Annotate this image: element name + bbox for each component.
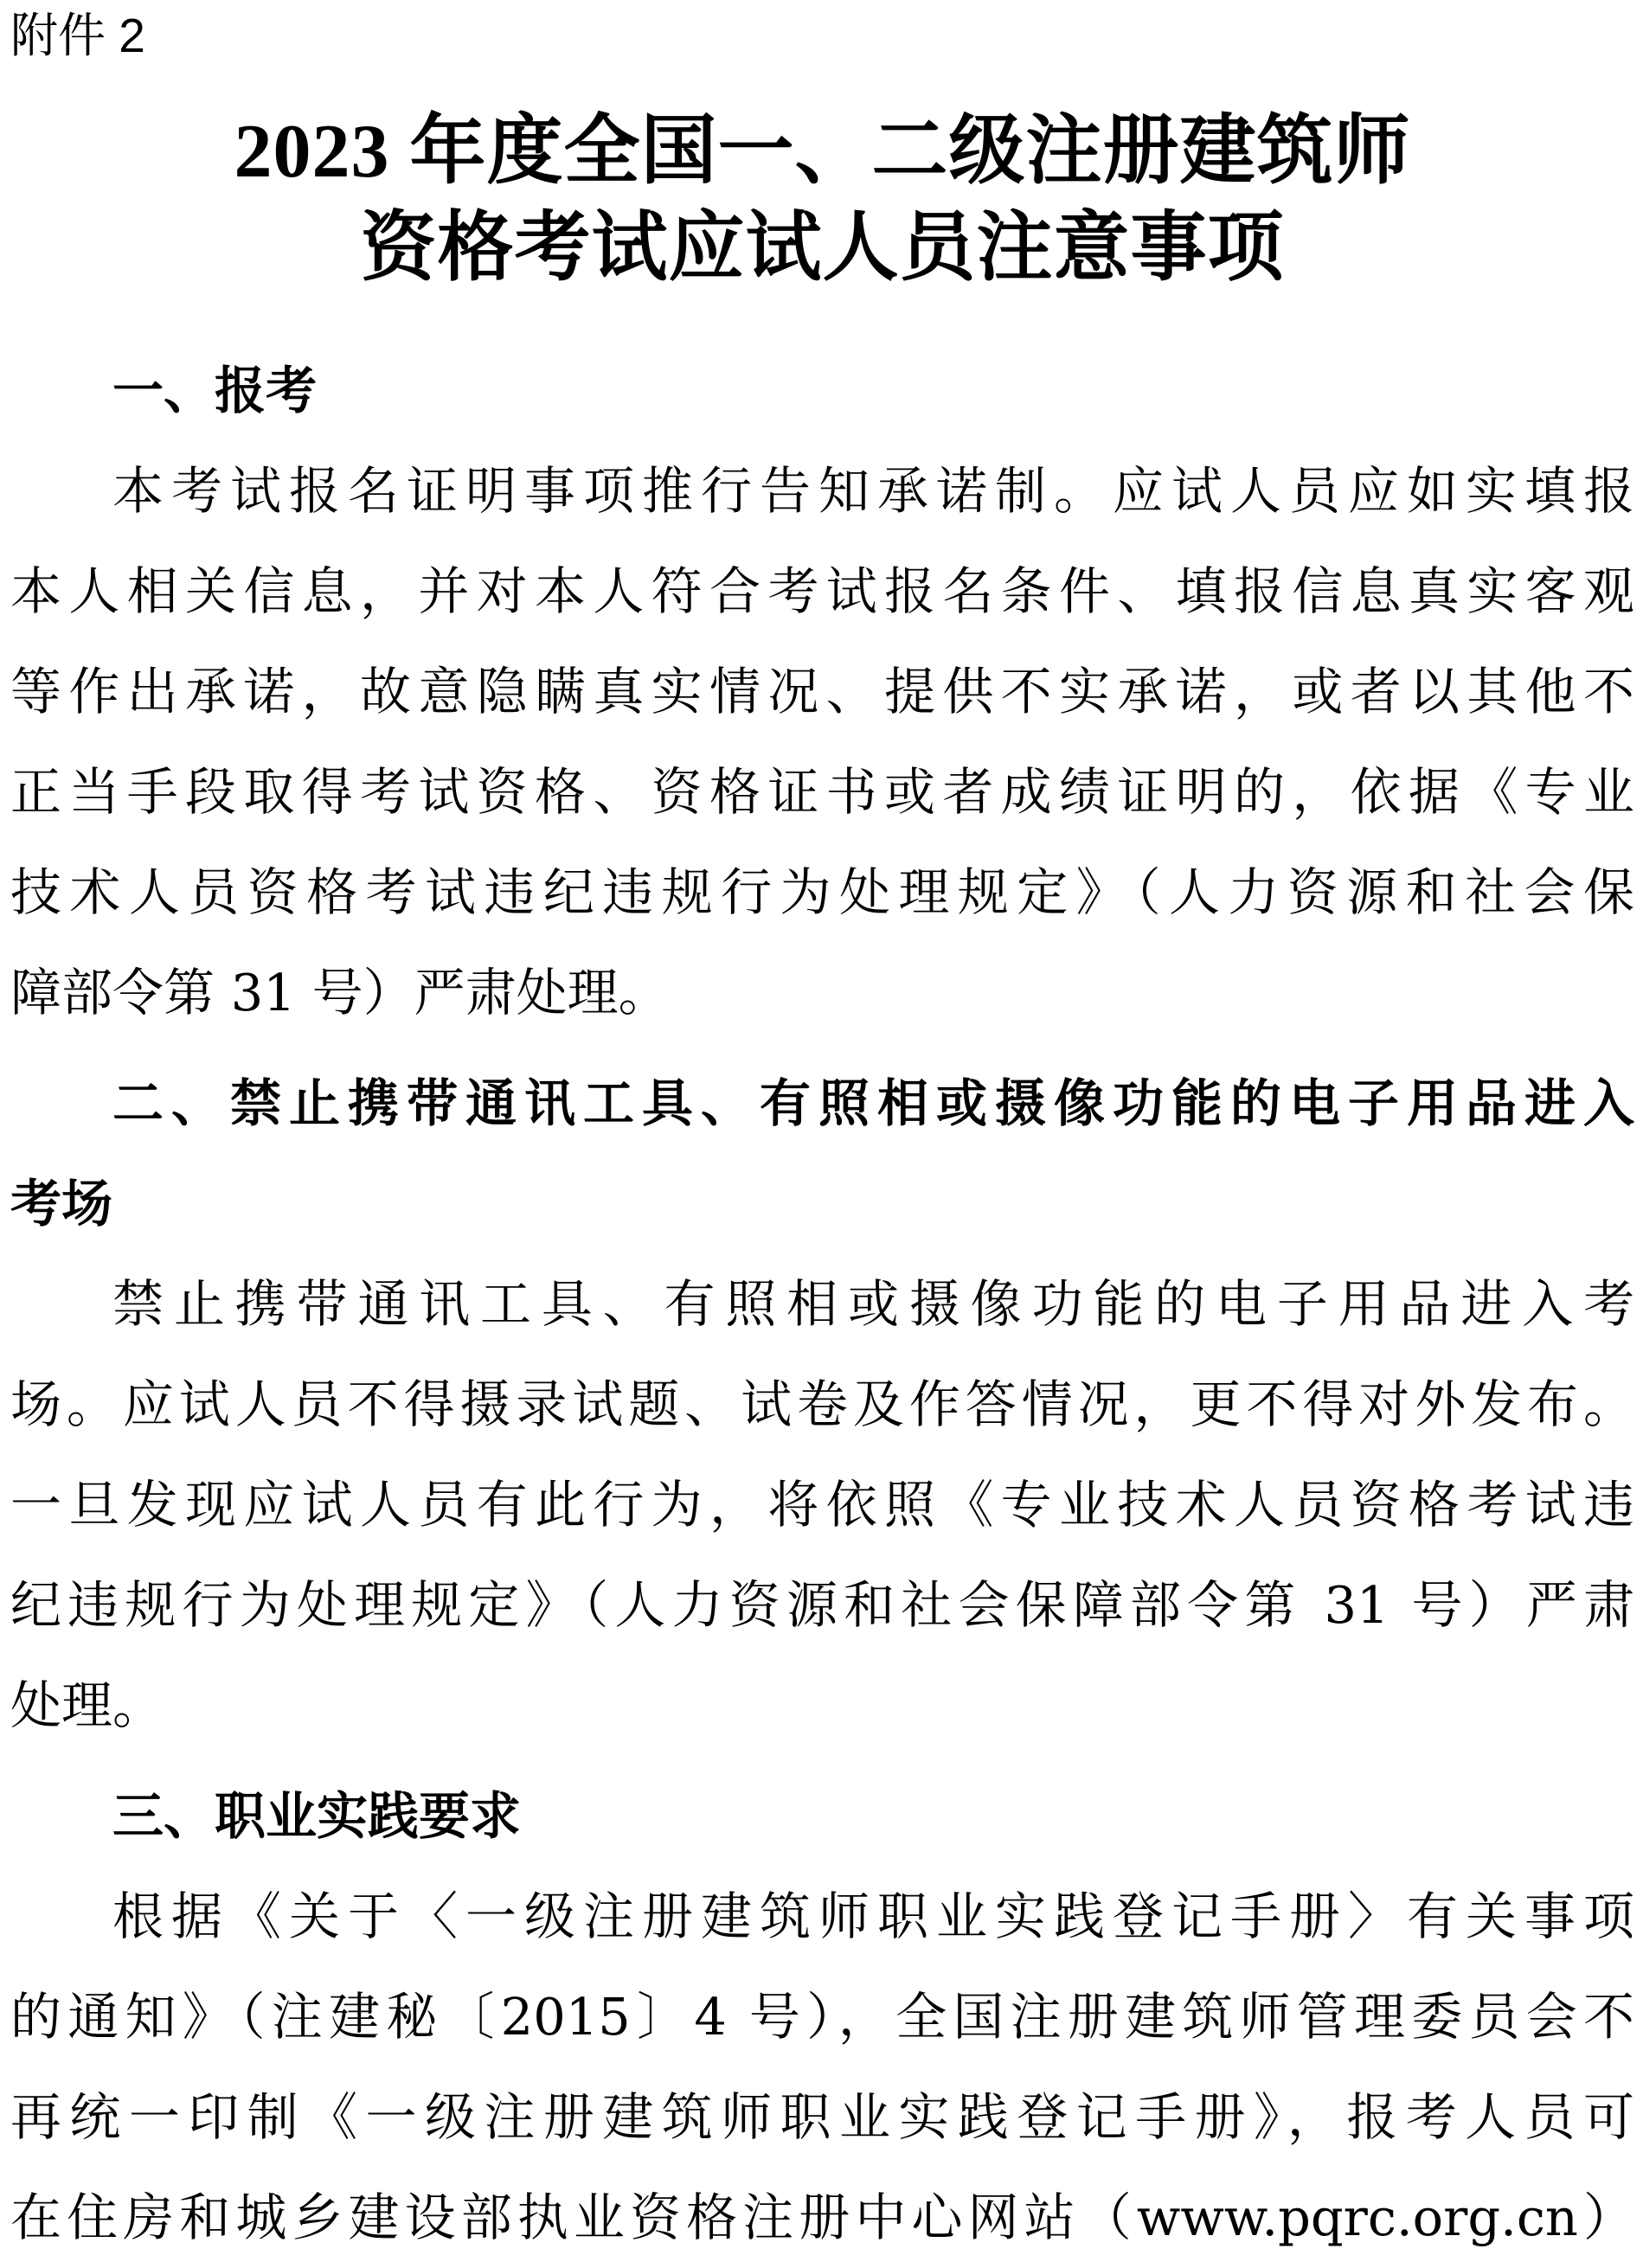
section-1-paragraph-line: 本人相关信息，并对本人符合考试报名条件、填报信息真实客观 [10,561,1634,621]
section-1-paragraph-line: 技术人员资格考试违纪违规行为处理规定》（人力资源和社会保 [10,862,1634,922]
section-2-heading-line2: 考场 [10,1176,113,1233]
section-1-paragraph-line: 等作出承诺，故意隐瞒真实情况、提供不实承诺，或者以其他不 [10,662,1634,721]
section-2-paragraph-line: 处理。 [10,1675,164,1735]
section-2-paragraph-line: 纪违规行为处理规定》（人力资源和社会保障部令第 31 号）严肃 [10,1575,1634,1635]
section-2-paragraph-line: 一旦发现应试人员有此行为，将依照《专业技术人员资格考试违 [10,1475,1634,1534]
section-2-paragraph-line: 禁止携带通讯工具、有照相或摄像功能的电子用品进入考 [112,1274,1634,1334]
document-title-line1: 2023 年度全国一、二级注册建筑师 [234,110,1411,194]
section-1-paragraph-line: 本考试报名证明事项推行告知承诺制。应试人员应如实填报 [112,461,1634,521]
document-title-line2: 资格考试应试人员注意事项 [360,207,1285,291]
document-body [10,341,1634,2268]
section-1-paragraph-line: 障部令第 31 号）严肃处理。 [10,963,670,1022]
section-3-paragraph-line: 再统一印制《一级注册建筑师职业实践登记手册》，报考人员可 [10,2087,1634,2147]
section-3-paragraph-line: 根据《关于〈一级注册建筑师职业实践登记手册〉有关事项 [112,1887,1634,1946]
section-2-heading-line1: 二、禁止携带通讯工具、有照相或摄像功能的电子用品进入 [112,1075,1634,1132]
section-2-paragraph-line: 场。应试人员不得摄录试题、试卷及作答情况，更不得对外发布。 [10,1374,1634,1434]
section-3-paragraph-line: 的通知》（注建秘〔2015〕4 号），全国注册建筑师管理委员会不 [10,1987,1634,2047]
document-title [10,104,1634,298]
section-1-paragraph-line: 正当手段取得考试资格、资格证书或者成绩证明的，依据《专业 [10,762,1634,822]
attachment-label: 附件 2 [10,9,145,62]
section-3-paragraph-line: 在住房和城乡建设部执业资格注册中心网站（www.pqrc.org.cn） [10,2188,1634,2247]
section-1-heading: 一、报考 [112,362,318,420]
section-3-heading: 三、职业实践要求 [112,1788,522,1845]
